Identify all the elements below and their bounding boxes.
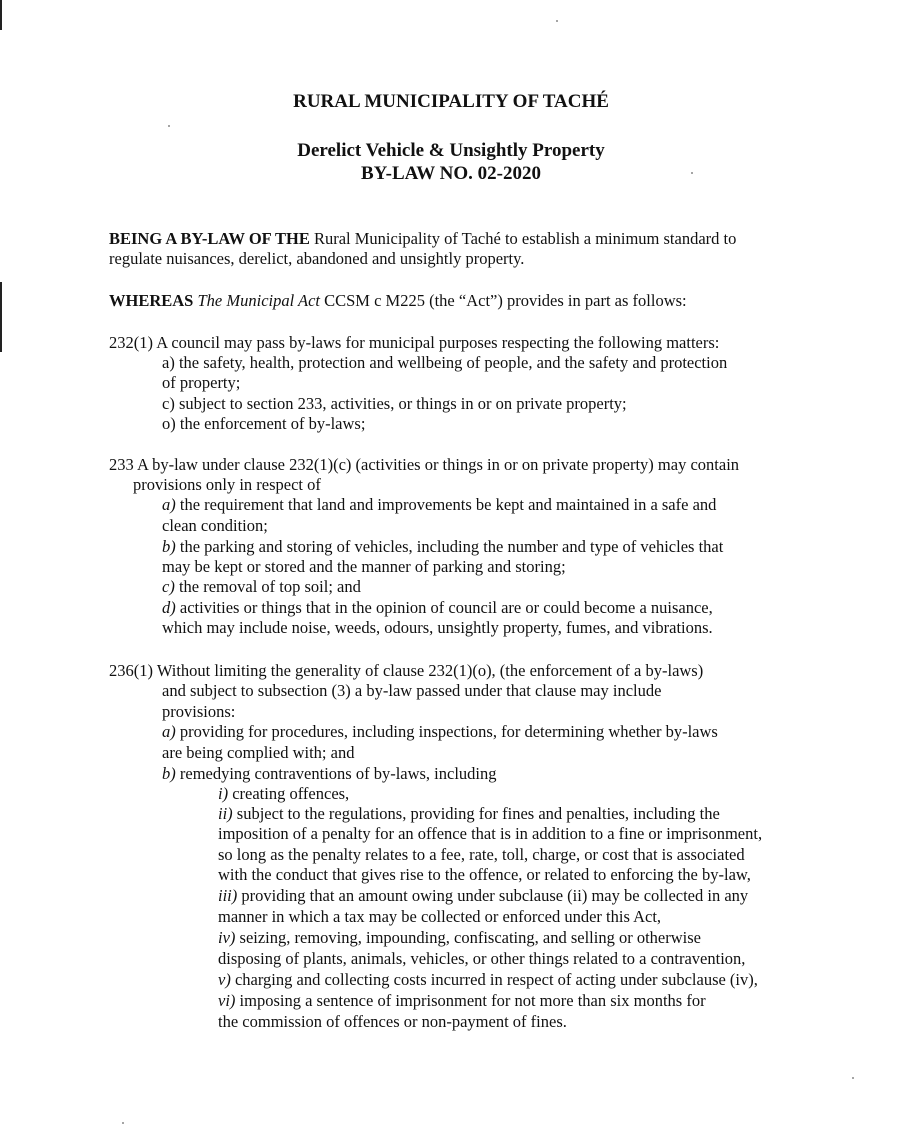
- s233-line-1: 233 A by-law under clause 232(1)(c) (activities or things in or on private property) may contain: [109, 455, 740, 474]
- s236-vi-line-1: [218, 991, 706, 1011]
- s233-line-2: provisions only in respect of: [133, 475, 321, 494]
- s236-line-2: and subject to subsection (3) a by-law passed under that clause may include: [162, 681, 662, 700]
- preamble-lead: BEING A BY-LAW OF THE: [109, 229, 310, 248]
- subclause-label: v): [218, 970, 231, 989]
- subclause-label: vi): [218, 991, 236, 1010]
- s236-i-line-1: [218, 784, 349, 804]
- scan-edge-mark-mid: [0, 282, 2, 352]
- s236-iv-line-1: [218, 928, 701, 948]
- subclause-label: iii): [218, 886, 238, 905]
- s236-b-line-1: [162, 764, 497, 784]
- municipality-heading: RURAL MUNICIPALITY OF TACHÉ: [293, 91, 609, 112]
- clause-text: the parking and storing of vehicles, including the number and type of vehicles that: [175, 537, 724, 556]
- clause-label: a): [162, 722, 176, 741]
- s233-a-line-2: clean condition;: [162, 516, 268, 535]
- s236-ii-line-3: so long as the penalty relates to a fee, rate, toll, charge, or cost that is associated: [218, 845, 745, 864]
- s233-d-line-1: [162, 598, 713, 618]
- preamble-line-1: [109, 229, 736, 249]
- subclause-text: charging and collecting costs incurred in respect of acting under subclause (iv),: [230, 970, 758, 989]
- s236-iv-line-2: disposing of plants, animals, vehicles, or other things related to a contravention,: [218, 949, 746, 968]
- clause-text: providing for procedures, including inspections, for determining whether by-laws: [175, 722, 718, 741]
- s232-a-line-1: a) the safety, health, protection and wellbeing of people, and the safety and protection: [162, 353, 728, 372]
- scan-speck: [852, 1077, 854, 1079]
- subclause-text: creating offences,: [228, 784, 350, 803]
- act-name: The Municipal Act: [197, 291, 320, 310]
- s233-a-line-1: [162, 495, 716, 515]
- subclause-label: i): [218, 784, 229, 803]
- bylaw-title: Derelict Vehicle & Unsightly Property: [297, 140, 605, 161]
- s233-b-line-2: may be kept or stored and the manner of parking and storing;: [162, 557, 566, 576]
- whereas-text: CCSM c M225 (the “Act”) provides in part as follows:: [320, 291, 687, 310]
- subclause-text: imposing a sentence of imprisonment for not more than six months for: [235, 991, 706, 1010]
- s232-line-1: 232(1) A council may pass by-laws for municipal purposes respecting the following matters:: [109, 333, 720, 352]
- clause-text: the requirement that land and improvements be kept and maintained in a safe and: [175, 495, 717, 514]
- preamble-text: Rural Municipality of Taché to establish a minimum standard to: [309, 229, 737, 248]
- clause-label: d): [162, 598, 176, 617]
- s236-v-line-1: [218, 970, 758, 990]
- s236-line-3: provisions:: [162, 702, 236, 721]
- whereas-lead: WHEREAS: [109, 291, 194, 310]
- s233-b-line-1: [162, 537, 723, 557]
- preamble-line-2: regulate nuisances, derelict, abandoned and unsightly property.: [109, 249, 525, 268]
- clause-text: the removal of top soil; and: [174, 577, 361, 596]
- s232-a-line-2: of property;: [162, 373, 241, 392]
- s232-c: c) subject to section 233, activities, or things in or on private property;: [162, 394, 627, 413]
- subclause-label: iv): [218, 928, 236, 947]
- bylaw-number: BY-LAW NO. 02-2020: [361, 163, 541, 184]
- s236-ii-line-2: imposition of a penalty for an offence that is in addition to a fine or imprisonment,: [218, 824, 763, 843]
- s236-a-line-1: [162, 722, 718, 742]
- clause-label: a): [162, 495, 176, 514]
- s233-c-line-1: [162, 577, 361, 597]
- s233-d-line-2: which may include noise, weeds, odours, unsightly property, fumes, and vibrations.: [162, 618, 713, 637]
- scan-speck: [122, 1122, 124, 1124]
- s236-iii-line-2: manner in which a tax may be collected or enforced under this Act,: [218, 907, 662, 926]
- scan-speck: [556, 20, 558, 22]
- subclause-text: seizing, removing, impounding, confiscating, and selling or otherwise: [235, 928, 701, 947]
- subclause-text: subject to the regulations, providing for fines and penalties, including the: [232, 804, 720, 823]
- clause-label: c): [162, 577, 175, 596]
- subclause-label: ii): [218, 804, 233, 823]
- scan-edge-mark-top: [0, 0, 2, 30]
- s232-o: o) the enforcement of by-laws;: [162, 414, 366, 433]
- s236-ii-line-1: [218, 804, 720, 824]
- s236-a-line-2: are being complied with; and: [162, 743, 355, 762]
- clause-text: remedying contraventions of by-laws, including: [175, 764, 497, 783]
- scan-speck: [168, 125, 170, 127]
- s236-iii-line-1: [218, 886, 748, 906]
- subclause-text: providing that an amount owing under subclause (ii) may be collected in any: [237, 886, 749, 905]
- s236-ii-line-4: with the conduct that gives rise to the offence, or related to enforcing the by-law,: [218, 865, 751, 884]
- whereas-line: [109, 291, 687, 311]
- clause-text: activities or things that in the opinion of council are or could become a nuisance,: [175, 598, 713, 617]
- clause-label: b): [162, 764, 176, 783]
- s236-vi-line-2: the commission of offences or non-payment of fines.: [218, 1012, 567, 1031]
- clause-label: b): [162, 537, 176, 556]
- s236-line-1: 236(1) Without limiting the generality of clause 232(1)(o), (the enforcement of a by-laws): [109, 661, 704, 680]
